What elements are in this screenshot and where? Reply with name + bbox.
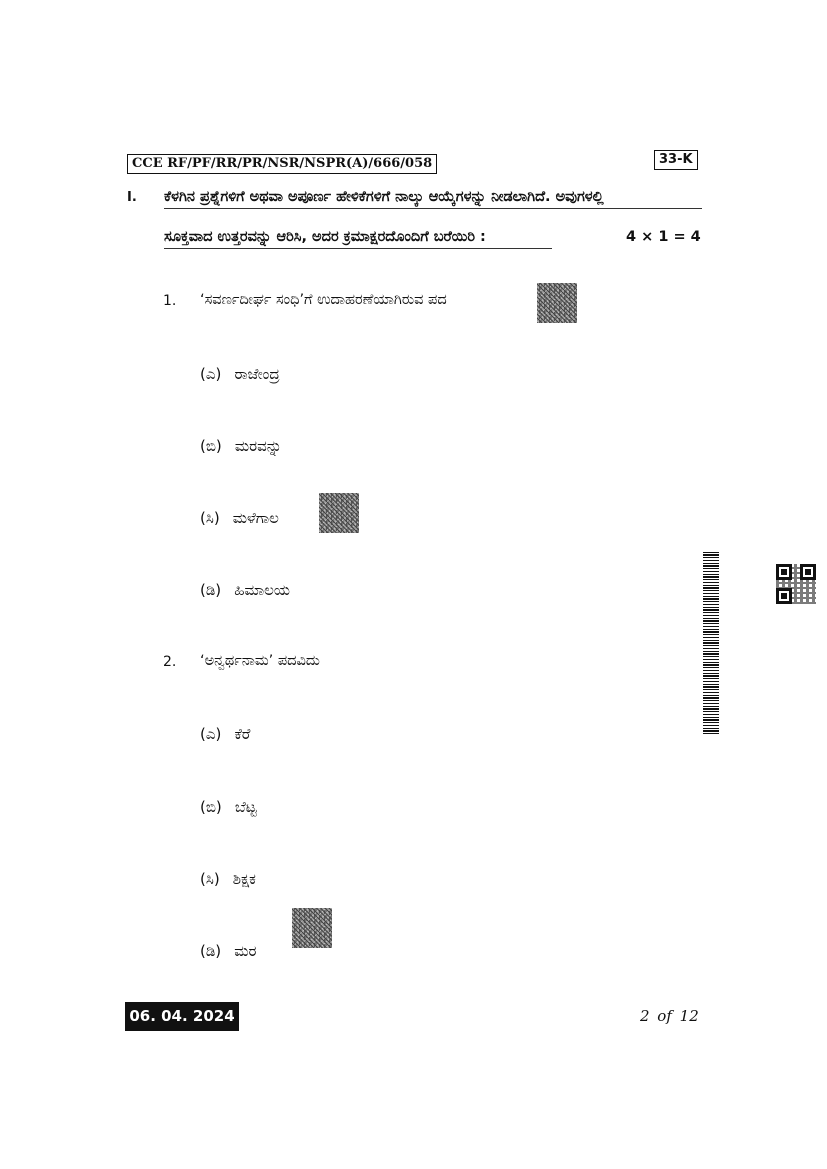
- option-label: (ಬಿ): [200, 437, 222, 455]
- noise-pattern-image: [292, 908, 332, 948]
- question-number: 1.: [163, 293, 177, 309]
- noise-pattern-image: [537, 283, 577, 323]
- option-a: [200, 364, 280, 383]
- option-text: ಕೆರೆ: [234, 725, 251, 743]
- option-c: [200, 869, 256, 888]
- exam-date: 06. 04. 2024: [125, 1002, 239, 1031]
- option-text: ಮಳೆಗಾಲ: [232, 509, 279, 527]
- marks-allocation: 4 × 1 = 4: [626, 229, 701, 245]
- barcode-image: [703, 552, 719, 736]
- option-d: [200, 941, 256, 960]
- question-text: ‘ಸವರ್ಣದೀರ್ಘ ಸಂಧಿ’ಗೆ ಉದಾಹರಣೆಯಾಗಿರುವ ಪದ: [200, 292, 447, 308]
- exam-code: CCE RF/PF/RR/PR/NSR/NSPR(A)/666/058: [127, 154, 437, 174]
- qr-finder: [776, 588, 792, 604]
- option-label: (ಸಿ): [200, 870, 220, 888]
- option-label: (ಎ): [200, 365, 222, 383]
- option-b: [200, 436, 282, 455]
- qr-finder: [776, 564, 792, 580]
- option-label: (ಬಿ): [200, 798, 222, 816]
- option-text: ಹಿಮಾಲಯ: [234, 581, 290, 599]
- option-label: (ಡಿ): [200, 581, 222, 599]
- option-d: [200, 580, 290, 599]
- option-text: ಮರ: [234, 942, 257, 960]
- option-text: ರಾಜೇಂದ್ರ: [234, 365, 280, 383]
- option-a: [200, 724, 250, 743]
- paper-code: 33-K: [654, 150, 698, 170]
- option-label: (ಡಿ): [200, 942, 222, 960]
- option-label: (ಎ): [200, 725, 222, 743]
- section-number: I.: [127, 190, 137, 205]
- option-label: (ಸಿ): [200, 509, 220, 527]
- instruction-line-2: ಸೂಕ್ತವಾದ ಉತ್ತರವನ್ನು ಆರಿಸಿ, ಅದರ ಕ್ರಮಾಕ್ಷರದೊಂದಿಗೆ ಬರೆಯಿರಿ :: [164, 229, 552, 249]
- noise-pattern-image: [319, 493, 359, 533]
- instruction-line-1: ಕೆಳಗಿನ ಪ್ರಶ್ನೆಗಳಿಗೆ ಅಥವಾ ಅಪೂರ್ಣ ಹೇಳಿಕೆಗಳಿಗೆ ನಾಲ್ಕು ಆಯ್ಕೆಗಳನ್ನು ನೀಡಲಾಗಿದೆ. ಅವುಗಳಲ್ಲಿ: [164, 189, 702, 209]
- question-text: ‘ಅನ್ವರ್ಥನಾಮ’ ಪದವಿದು: [200, 653, 320, 669]
- option-b: [200, 797, 257, 816]
- option-text: ಮರವನ್ನು: [234, 437, 282, 455]
- option-text: ಶಿಕ್ಷಕ: [232, 870, 256, 888]
- qr-code-image: [776, 564, 816, 604]
- page-number: 2 of 12: [640, 1007, 699, 1025]
- option-text: ಬೆಟ್ಟ: [234, 798, 257, 816]
- option-c: [200, 508, 279, 527]
- question-number: 2.: [163, 654, 177, 670]
- qr-finder: [800, 564, 816, 580]
